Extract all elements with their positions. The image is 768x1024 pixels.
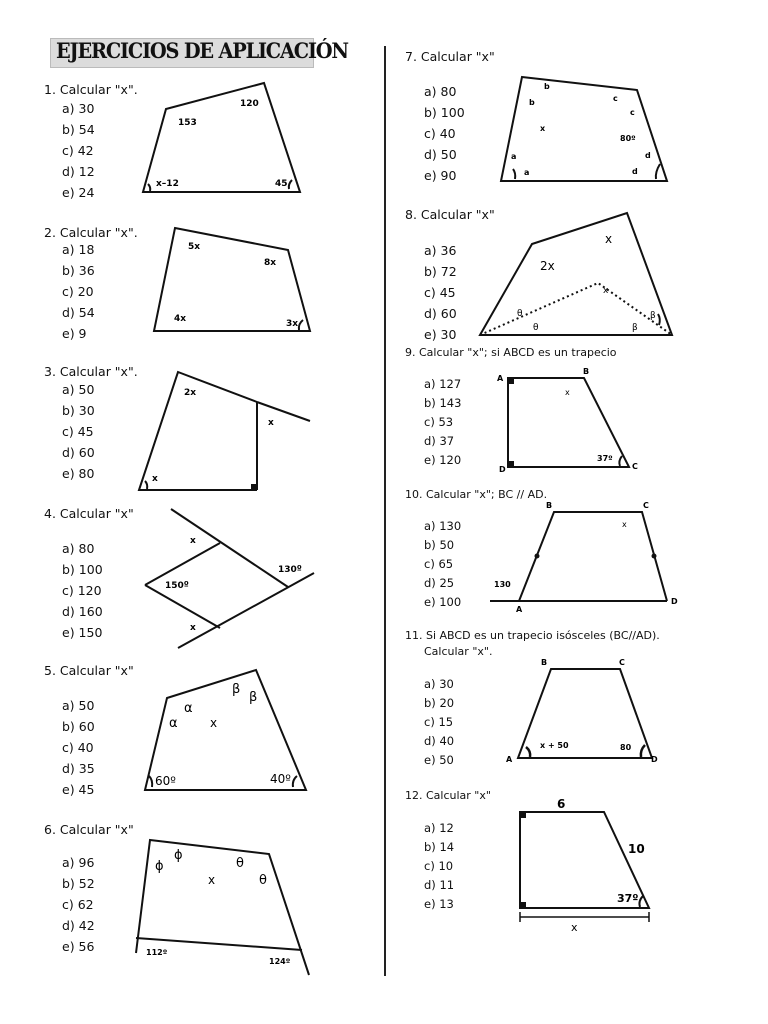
vertex-label: A [497, 374, 504, 383]
vertex-label: C [632, 462, 638, 471]
option-b[interactable]: b) 50 [424, 538, 455, 552]
angle-label: d [645, 151, 651, 160]
angle-label: 130 [494, 580, 511, 589]
angle-label: β [632, 323, 638, 333]
option-c[interactable]: c) 45 [62, 424, 94, 439]
angle-label: 2x [184, 388, 197, 398]
angle-label: θ [533, 323, 539, 333]
vertex-label: A [516, 605, 523, 614]
angle-label: a [524, 168, 530, 177]
vertex-label: D [651, 755, 658, 764]
angle-label: 8x [264, 258, 277, 268]
problem-6-statement: 6. Calcular "x" [44, 822, 134, 837]
option-e[interactable]: e) 9 [62, 326, 87, 341]
option-c[interactable]: c) 42 [62, 143, 94, 158]
unknown-label: x [208, 873, 216, 887]
unknown-label: x [622, 520, 627, 529]
angle-label: b [544, 82, 550, 91]
angle-label: 37º [597, 454, 613, 463]
vertex-label: B [583, 367, 590, 376]
angle-label: x [190, 623, 196, 633]
option-e[interactable]: e) 30 [424, 327, 457, 342]
option-c[interactable]: c) 45 [424, 285, 456, 300]
option-d[interactable]: d) 12 [62, 164, 95, 179]
option-e[interactable]: e) 80 [62, 466, 95, 481]
angle-label: 150º [165, 581, 189, 591]
problem-2-statement: 2. Calcular "x". [44, 225, 138, 240]
angle-label: d [632, 167, 638, 176]
angle-label: 124º [269, 957, 291, 966]
problem-7-statement: 7. Calcular "x" [405, 49, 495, 64]
option-d[interactable]: d) 25 [424, 576, 455, 590]
option-a[interactable]: a) 50 [62, 382, 95, 397]
problem-11-statement: 11. Si ABCD es un trapecio isósceles (BC//AD). [405, 629, 660, 642]
option-a[interactable]: a) 127 [424, 377, 462, 391]
angle-label: 37º [617, 892, 639, 905]
option-b[interactable]: b) 143 [424, 396, 462, 410]
problem-9-statement: 9. Calcular "x"; si ABCD es un trapecio [405, 346, 617, 359]
angle-label: 153 [178, 118, 197, 128]
option-b[interactable]: b) 20 [424, 696, 455, 710]
angle-label: 60º [155, 774, 176, 788]
angle-label: x [152, 474, 158, 484]
angle-label: ϕ [155, 859, 164, 874]
angle-label: x [190, 536, 196, 546]
problem-11-statement-line-2: Calcular "x". [424, 645, 493, 658]
option-c[interactable]: c) 40 [424, 126, 456, 141]
option-b[interactable]: b) 60 [62, 719, 95, 734]
angle-label: 3x [286, 319, 299, 329]
option-e[interactable]: e) 56 [62, 939, 95, 954]
angle-label: 45 [275, 179, 288, 189]
unknown-label: x [605, 232, 613, 246]
angle-label: θ [236, 856, 244, 871]
right-angle-mark [521, 813, 526, 818]
option-c[interactable]: c) 15 [424, 715, 454, 729]
option-a[interactable]: a) 96 [62, 855, 95, 870]
angle-label: 4x [174, 314, 187, 324]
angle-label: c [630, 108, 635, 117]
vertex-label: B [546, 501, 553, 510]
option-c[interactable]: c) 53 [424, 415, 454, 429]
angle-label: x [268, 418, 274, 428]
option-b[interactable]: b) 30 [62, 403, 95, 418]
option-a[interactable]: a) 130 [424, 519, 462, 533]
option-c[interactable]: c) 10 [424, 859, 454, 873]
option-d[interactable]: d) 11 [424, 878, 455, 892]
angle-label: x + 50 [540, 741, 569, 750]
option-a[interactable]: a) 30 [424, 677, 454, 691]
option-c[interactable]: c) 120 [62, 583, 102, 598]
problem-12-statement: 12. Calcular "x" [405, 789, 491, 802]
option-d[interactable]: d) 160 [62, 604, 103, 619]
angle-label: 5x [188, 242, 201, 252]
option-a[interactable]: a) 18 [62, 242, 95, 257]
right-angle-mark [521, 902, 526, 907]
vertex-label: C [619, 658, 625, 667]
option-b[interactable]: b) 52 [62, 876, 95, 891]
option-d[interactable]: d) 35 [62, 761, 95, 776]
problem-5-statement: 5. Calcular "x" [44, 663, 134, 678]
vertex-label: D [671, 597, 678, 606]
problem-8-statement: 8. Calcular "x" [405, 207, 495, 222]
angle-label: 2x [540, 259, 555, 273]
problem-3-statement: 3. Calcular "x". [44, 364, 138, 379]
problem-4-statement: 4. Calcular "x" [44, 506, 134, 521]
option-c[interactable]: c) 65 [424, 557, 454, 571]
unknown-label: x [571, 921, 578, 934]
option-e[interactable]: e) 45 [62, 782, 95, 797]
option-b[interactable]: b) 14 [424, 840, 455, 854]
option-b[interactable]: b) 100 [62, 562, 103, 577]
problem-10-statement: 10. Calcular "x"; BC // AD. [405, 488, 548, 501]
angle-label: x–12 [156, 179, 179, 189]
unknown-label: x [540, 124, 546, 133]
angle-label: 130º [278, 565, 302, 575]
option-e[interactable]: e) 50 [424, 753, 454, 767]
option-c[interactable]: c) 20 [62, 284, 94, 299]
option-e[interactable]: e) 100 [424, 595, 462, 609]
angle-label: θ [517, 309, 523, 319]
vertex-label: A [506, 755, 513, 764]
option-e[interactable]: e) 24 [62, 185, 95, 200]
angle-label: α [169, 716, 178, 731]
angle-label: θ [259, 873, 267, 888]
option-d[interactable]: d) 42 [62, 918, 95, 933]
option-d[interactable]: d) 54 [62, 305, 95, 320]
angle-label: β [650, 311, 656, 321]
option-a[interactable]: a) 80 [424, 84, 457, 99]
option-c[interactable]: c) 62 [62, 897, 94, 912]
unknown-label: x [565, 388, 570, 397]
option-e[interactable]: e) 150 [62, 625, 103, 640]
unknown-label: x [603, 286, 609, 296]
option-d[interactable]: d) 60 [62, 445, 95, 460]
option-d[interactable]: d) 40 [424, 734, 455, 748]
angle-label: α [184, 701, 193, 716]
angle-label: 80º [620, 134, 636, 143]
option-b[interactable]: b) 72 [424, 264, 457, 279]
vertex-label: B [541, 658, 548, 667]
angle-label: β [249, 690, 258, 705]
option-e[interactable]: e) 120 [424, 453, 462, 467]
angle-label: c [613, 94, 618, 103]
angle-label: β [232, 682, 241, 697]
angle-arc [639, 896, 643, 907]
angle-label: 120 [240, 99, 259, 109]
side-label: 6 [557, 797, 566, 811]
option-d[interactable]: d) 37 [424, 434, 455, 448]
vertex-label: C [643, 501, 649, 510]
option-a[interactable]: a) 36 [424, 243, 457, 258]
option-d[interactable]: d) 60 [424, 306, 457, 321]
option-e[interactable]: e) 90 [424, 168, 457, 183]
page-title: EJERCICIOS DE APLICACIÓN [56, 38, 348, 63]
option-a[interactable]: a) 80 [62, 541, 95, 556]
option-a[interactable]: a) 30 [62, 101, 95, 116]
angle-label: b [529, 98, 535, 107]
problem-1-statement: 1. Calcular "x". [44, 82, 138, 97]
option-a[interactable]: a) 50 [62, 698, 95, 713]
option-b[interactable]: b) 100 [424, 105, 465, 120]
option-d[interactable]: d) 50 [424, 147, 457, 162]
angle-label: 80 [620, 743, 632, 752]
option-e[interactable]: e) 13 [424, 897, 454, 911]
angle-label: a [511, 152, 517, 161]
angle-label: ϕ [174, 848, 183, 863]
option-a[interactable]: a) 12 [424, 821, 454, 835]
option-b[interactable]: b) 54 [62, 122, 95, 137]
option-c[interactable]: c) 40 [62, 740, 94, 755]
unknown-label: x [210, 716, 218, 730]
vertex-label: D [499, 465, 506, 474]
angle-label: 112º [146, 948, 168, 957]
angle-label: 40º [270, 772, 291, 786]
side-label: 10 [628, 842, 645, 856]
option-b[interactable]: b) 36 [62, 263, 95, 278]
